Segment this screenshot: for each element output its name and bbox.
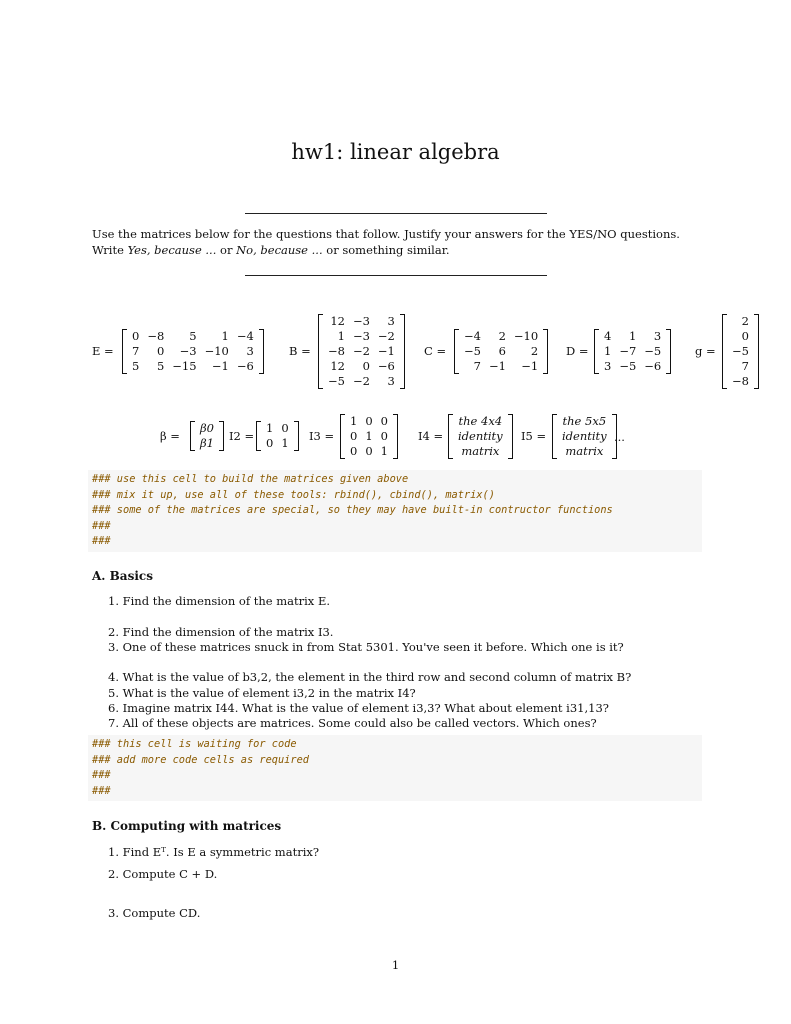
matrix-cell: 1	[365, 428, 373, 443]
question-a4: 4. What is the value of b3,2, the element in the third row and second column of matrix B?	[108, 670, 632, 684]
matrix-b	[318, 314, 405, 389]
matrix-i3	[340, 414, 398, 459]
matrix-label-i3: I3 =	[309, 429, 335, 443]
matrix-beta	[190, 421, 224, 451]
matrix-cell: −8	[328, 343, 345, 358]
matrix-cell: 0	[365, 443, 373, 458]
matrix-cell: −3	[352, 328, 370, 343]
matrix-cell: −4	[464, 328, 481, 343]
intro-line-1: Use the matrices below for the questions that follow. Justify your answers for the YES/NO questions.	[92, 227, 680, 241]
divider-top	[245, 213, 547, 214]
section-b-heading: B. Computing with matrices	[92, 819, 282, 833]
matrix-cell: 12	[330, 313, 345, 328]
matrix-cell: −5	[328, 373, 345, 388]
bracket-right	[666, 329, 671, 374]
matrix-cell: 1	[281, 436, 289, 450]
question-a7: 7. All of these objects are matrices. Some could also be called vectors. Which ones?	[108, 716, 597, 730]
matrix-cell: 1	[604, 343, 612, 358]
matrix-cell: 12	[330, 358, 345, 373]
bracket-left	[448, 414, 453, 459]
matrix-i5	[552, 414, 617, 459]
question-a6: 6. Imagine matrix I44. What is the value of element i3,3? What about element i31,13?	[108, 701, 609, 715]
question-b2: 2. Compute C + D.	[108, 867, 218, 881]
matrix-cell: 3	[387, 373, 395, 388]
matrix-cell: 6	[498, 343, 506, 358]
matrix-cell: 1	[380, 443, 388, 458]
bracket-right	[294, 421, 299, 451]
matrix-label-d: D =	[566, 344, 589, 358]
bracket-right	[754, 314, 759, 389]
divider-bottom	[245, 275, 547, 276]
matrix-cell: identity	[458, 428, 503, 443]
matrix-cell: 1	[266, 421, 274, 435]
code-line: ### add more code cells as required	[92, 753, 309, 766]
matrix-cell: 1	[221, 328, 229, 343]
matrix-cell: −3	[179, 343, 197, 358]
matrix-cell: −7	[619, 343, 637, 358]
matrix-cell: 7	[132, 343, 140, 358]
bracket-right	[543, 329, 548, 374]
matrix-cell: −6	[236, 358, 254, 373]
bracket-left	[722, 314, 727, 389]
matrix-cell: 0	[350, 428, 358, 443]
code-cell-1[interactable]	[88, 470, 702, 552]
matrix-i4	[448, 414, 513, 459]
bracket-right	[259, 329, 264, 374]
matrix-cell: −5	[732, 343, 749, 358]
matrix-cell: −5	[644, 343, 662, 358]
matrix-cell: 0	[281, 421, 289, 435]
matrix-cell: −1	[521, 358, 539, 373]
matrix-cell: 0	[156, 343, 165, 358]
matrix-cell: −8	[147, 328, 165, 343]
matrix-cell: −1	[211, 358, 229, 373]
matrix-cell: 5	[189, 328, 197, 343]
matrix-d	[594, 329, 671, 374]
matrix-cell: the 5x5	[562, 413, 607, 428]
bracket-right	[400, 314, 405, 389]
section-a-heading: A. Basics	[92, 569, 153, 583]
matrix-cell: 7	[473, 358, 481, 373]
matrix-cell: 1	[628, 328, 637, 343]
matrix-label-i5: I5 =	[521, 429, 547, 443]
matrix-cell: the 4x4	[458, 413, 503, 428]
matrix-cell: 2	[530, 343, 539, 358]
matrix-label-i4: I4 =	[418, 429, 444, 443]
matrix-label-e: E =	[92, 344, 114, 358]
matrix-cell: −8	[732, 373, 749, 388]
matrix-cell: 0	[350, 443, 358, 458]
matrix-cell: −15	[172, 358, 197, 373]
intro-text	[92, 226, 692, 258]
matrix-cell: β0	[200, 421, 214, 435]
bracket-right	[508, 414, 513, 459]
code-line: ###	[92, 519, 111, 532]
intro-line-2: Write Yes, because ... or No, because ... or something similar.	[92, 243, 450, 257]
matrix-cell: matrix	[461, 443, 500, 458]
matrix-cell: 2	[741, 313, 749, 328]
matrix-label-c: C =	[424, 344, 447, 358]
matrix-cell: −6	[377, 358, 395, 373]
bracket-left	[318, 314, 323, 389]
question-b1: 1. Find Eᵀ. Is E a symmetric matrix?	[108, 845, 320, 859]
matrix-cell: 0	[132, 328, 140, 343]
question-b3: 3. Compute CD.	[108, 906, 201, 920]
matrix-cell: 4	[604, 328, 612, 343]
bracket-left	[594, 329, 599, 374]
matrix-cell: 0	[380, 428, 388, 443]
bracket-left	[190, 421, 195, 451]
matrix-cell: 7	[741, 358, 749, 373]
code-line: ### use this cell to build the matrices given above	[92, 473, 409, 485]
matrix-g	[722, 314, 759, 389]
matrix-cell: −1	[488, 358, 506, 373]
matrix-cell: 0	[741, 328, 749, 343]
matrix-cell: 0	[365, 413, 373, 428]
bracket-left	[122, 329, 127, 374]
matrix-cell: identity	[562, 428, 607, 443]
code-cell-2[interactable]	[88, 735, 702, 801]
matrix-cell: 3	[387, 313, 395, 328]
matrix-label-beta: β =	[160, 429, 180, 443]
question-a5: 5. What is the value of element i3,2 in the matrix I4?	[108, 686, 416, 700]
question-a3: 3. One of these matrices snuck in from Stat 5301. You've seen it before. Which one is it?	[108, 640, 624, 654]
matrix-cell: 5	[156, 358, 165, 373]
matrix-cell: −5	[464, 343, 481, 358]
matrix-cell: −2	[377, 328, 395, 343]
code-line: ###	[92, 784, 111, 797]
matrix-ellipsis: ...	[614, 430, 625, 444]
code-line: ###	[92, 535, 111, 547]
page-number: 1	[391, 958, 400, 972]
matrix-cell: −10	[204, 343, 229, 358]
matrix-cell: −1	[377, 343, 395, 358]
matrix-cell: 3	[246, 343, 254, 358]
question-a2: 2. Find the dimension of the matrix I3.	[108, 625, 334, 639]
bracket-left	[256, 421, 261, 451]
matrix-cell: −2	[352, 373, 370, 388]
matrix-cell: 3	[653, 328, 662, 343]
bracket-right	[393, 414, 398, 459]
code-line: ### mix it up, use all of these tools: rbind(), cbind(), matrix()	[92, 488, 495, 501]
code-line: ### this cell is waiting for code	[92, 738, 297, 750]
bracket-left	[340, 414, 345, 459]
matrix-cell: matrix	[565, 443, 604, 458]
matrix-cell: 3	[604, 358, 612, 373]
code-line: ### some of the matrices are special, so they may have built-in contructor functions	[92, 504, 613, 516]
matrix-i2	[256, 421, 299, 451]
matrix-cell: β1	[200, 436, 214, 450]
bracket-left	[552, 414, 557, 459]
matrix-cell: 5	[132, 358, 140, 373]
matrix-cell: 1	[350, 413, 358, 428]
bracket-right	[219, 421, 224, 451]
matrix-cell: −10	[513, 328, 539, 343]
matrix-e	[122, 329, 264, 374]
matrix-cell: 0	[362, 358, 370, 373]
matrix-cell: −5	[619, 358, 637, 373]
matrix-cell: −4	[236, 328, 254, 343]
matrix-cell: −2	[352, 343, 370, 358]
page-title: hw1: linear algebra	[291, 140, 500, 164]
matrix-cell: 0	[380, 413, 388, 428]
matrix-cell: 0	[266, 436, 274, 450]
code-line: ###	[92, 769, 111, 781]
matrix-cell: 1	[337, 328, 345, 343]
matrix-cell: 2	[498, 328, 506, 343]
matrix-label-g: g =	[695, 344, 716, 358]
question-a1: 1. Find the dimension of the matrix E.	[108, 594, 330, 608]
matrix-label-b: B =	[289, 344, 311, 358]
matrix-label-i2: I2 =	[229, 429, 255, 443]
matrix-c	[454, 329, 548, 374]
bracket-left	[454, 329, 459, 374]
matrix-cell: −6	[644, 358, 662, 373]
matrix-cell: −3	[352, 313, 370, 328]
